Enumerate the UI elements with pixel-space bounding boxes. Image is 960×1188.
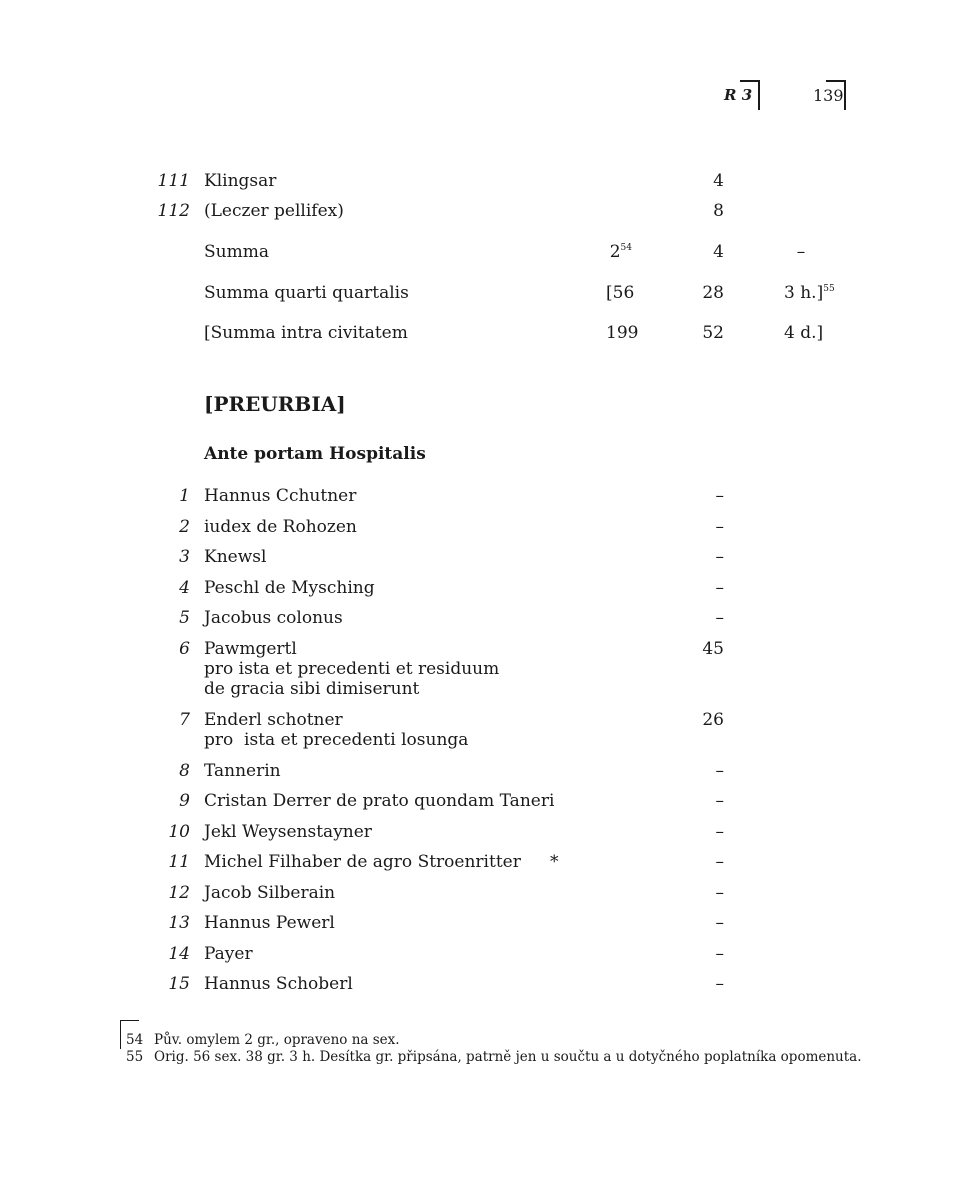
entry-number: 13 — [168, 913, 190, 933]
entry-name: (Leczer pellifex) — [204, 201, 344, 221]
entry-number: 9 — [179, 791, 190, 811]
entry-name: Enderl schotner — [204, 710, 343, 730]
amount-gr: – — [715, 974, 724, 994]
amount-gr: – — [715, 791, 724, 811]
amount-gr: – — [715, 883, 724, 903]
entry-name: Peschl de Mysching — [204, 578, 375, 598]
entry-name: Knewsl — [204, 547, 267, 567]
page-number: 139 — [813, 86, 844, 105]
amount-gr: – — [715, 913, 724, 933]
section-title: [PREURBIA] — [204, 392, 346, 416]
entry-name: Hannus Pewerl — [204, 913, 335, 933]
amount-gr: 52 — [702, 323, 724, 343]
entry-name: Michel Filhaber de agro Stroenritter — [204, 852, 521, 872]
footnote-text: Orig. 56 sex. 38 gr. 3 h. Desítka gr. připsána, patrně jen u součtu a u dotyčného poplatníka opomenuta. — [154, 1049, 862, 1065]
amount-gr: – — [715, 517, 724, 537]
entry-name: Pawmgertl — [204, 639, 297, 659]
entry-name: iudex de Rohozen — [204, 517, 357, 537]
amount-gr: – — [715, 761, 724, 781]
entry-number: 112 — [157, 201, 190, 221]
amount-gr: 45 — [702, 639, 724, 659]
entry-note-text: de gracia sibi dimiserunt — [204, 679, 420, 699]
entry-number: 10 — [168, 822, 190, 842]
entry-number: 5 — [179, 608, 190, 628]
summa-label: [Summa intra civitatem — [204, 323, 408, 343]
amount-gr: 26 — [702, 710, 724, 730]
footnote-ref: 54 — [620, 243, 632, 253]
footnote-number: 55 — [126, 1049, 144, 1065]
amount-gr: – — [715, 578, 724, 598]
amount-h: 4 d.] — [784, 323, 824, 343]
footnote-text: Pův. omylem 2 gr., opraveno na sex. — [154, 1032, 400, 1048]
entry-name: Jacob Silberain — [204, 883, 336, 903]
entry-number: 1 — [179, 486, 190, 506]
amount-gr: – — [715, 547, 724, 567]
entry-name: Hannus Schoberl — [204, 974, 353, 994]
amount-gr: 8 — [713, 201, 724, 221]
entry-name: Tannerin — [204, 761, 281, 781]
amount-gr: – — [715, 944, 724, 964]
amount-sex: [56 — [606, 283, 635, 303]
entry-number: 2 — [179, 517, 190, 537]
amount-gr: 28 — [702, 283, 724, 303]
amount-h — [784, 283, 835, 303]
subsection-title: Ante portam Hospitalis — [204, 444, 426, 464]
entry-name: Cristan Derrer de prato quondam Taneri — [204, 791, 555, 811]
summa-label: Summa — [204, 242, 269, 262]
entry-number: 111 — [157, 171, 190, 191]
asterisk-mark: * — [550, 852, 559, 872]
summa-label: Summa quarti quartalis — [204, 283, 409, 303]
entry-number: 14 — [168, 944, 190, 964]
entry-number: 15 — [168, 974, 190, 994]
entry-note-text: pro ista et precedenti et residuum — [204, 659, 500, 679]
entry-number: 7 — [179, 710, 190, 730]
footnote-ref: 55 — [823, 284, 835, 294]
entry-number: 12 — [168, 883, 190, 903]
amount-gr: – — [715, 608, 724, 628]
entry-number: 4 — [179, 578, 190, 598]
amount-gr: – — [715, 486, 724, 506]
amount-gr: – — [715, 852, 724, 872]
entry-note-text: pro ista et precedenti losunga — [204, 730, 469, 750]
entry-name: Jekl Weysenstayner — [204, 822, 372, 842]
amount-h: – — [796, 242, 806, 262]
amount-gr: 4 — [713, 171, 724, 191]
entry-number: 3 — [179, 547, 190, 567]
header-corner-mark — [740, 80, 760, 110]
amount-gr: 4 — [713, 242, 724, 262]
entry-number: 6 — [179, 639, 190, 659]
amount-gr: – — [715, 822, 724, 842]
running-header-section: R 3 — [724, 86, 753, 104]
amount-sex-value: 2 — [609, 242, 621, 262]
entry-name: Hannus Cchutner — [204, 486, 357, 506]
amount-h-value: 3 h.] — [784, 283, 824, 303]
entry-name: Jacobus colonus — [204, 608, 343, 628]
entry-name: Payer — [204, 944, 253, 964]
amount-sex: 199 — [606, 323, 639, 343]
entry-name: Klingsar — [204, 171, 277, 191]
footnote-number: 54 — [126, 1032, 144, 1048]
entry-number: 11 — [168, 852, 190, 872]
amount-sex — [560, 242, 632, 262]
entry-number: 8 — [179, 761, 190, 781]
header-corner-mark — [826, 80, 846, 110]
